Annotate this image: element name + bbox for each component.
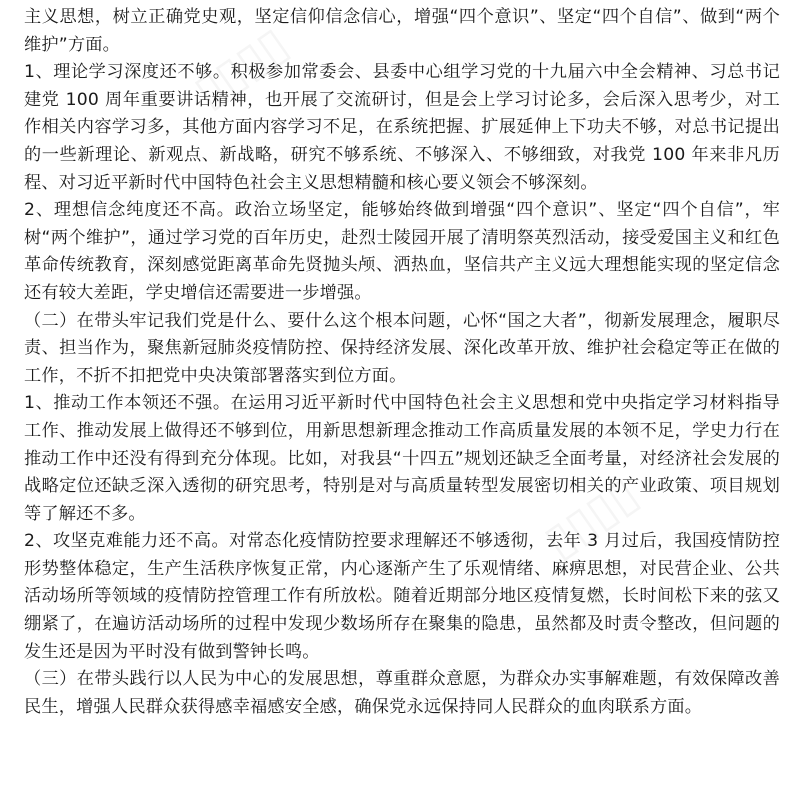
watermark: ▯▯▯▯ <box>183 15 298 119</box>
watermark: ▯▯▯▯ <box>533 465 648 569</box>
paragraph-work-ability: 1、推动工作本领还不强。在运用习近平新时代中国特色社会主义思想和党中央指定学习材料指导工作、推动发展上做得还不够到位，用新思想新理念推动工作高质量发展的本领不足，学史力行在推动工作中还没有得到充分体现。比如，对我县“十四五”规划还缺乏全面考量，对经济社会发展的战略定位还缺乏深入透彻的研究思考，特别是对与高质量转型发展密切相关的产业政策、项目规划等了解还不多。 <box>24 393 780 524</box>
paragraph-ideals-belief: 2、理想信念纯度还不高。政治立场坚定，能够始终做到增强“四个意识”、坚定“四个自信”，牢树“两个维护”，通过学习党的百年历史，赴烈士陵园开展了清明祭英烈活动，接受爱国主义和红色革命传统教育，深刻感觉距离革命先贤抛头颅、洒热血，坚信共产主义远大理想能实现的坚定信念还有较大差距，学史增信还需要进一步增强。 <box>24 200 780 303</box>
paragraph-theory-study: 1、理论学习深度还不够。积极参加常委会、县委中心组学习党的十九届六中全会精神、习总书记建党 100 周年重要讲话精神，也开展了交流研讨，但是会上学习讨论多，会后深入思考少，对工作相关内容学习多，其他方面内容学习不足，在系统把握、扩展延伸上下功夫不够，对总书记提出的一些新理论、新观点、新战略，研究不够系统、不够深入、不够细致，对我党 100 年来非凡历程、对习近平新时代中国特色社会主义思想精髓和核心要义领会不够深刻。 <box>24 62 780 193</box>
paragraph-overcoming-difficulties: 2、攻坚克难能力还不高。对常态化疫情防控要求理解还不够透彻，去年 3 月过后，我国疫情防控形势整体稳定，生产生活秩序恢复正常，内心逐渐产生了乐观情绪、麻痹思想，对民营企业、公共活动场所等领域的疫情防控管理工作有所放松。随着近期部分地区疫情复燃，长时间松下来的弦又绷紧了，在遍访活动场所的过程中发现少数场所存在聚集的隐患，虽然都及时责令整改，但问题的发生还是因为平时没有做到警钟长鸣。 <box>24 531 780 662</box>
section-heading-two: （二）在带头牢记我们党是什么、要什么这个根本问题，心怀“国之大者”，彻新发展理念，履职尽责、担当作为，聚焦新冠肺炎疫情防控、保持经济发展、深化改革开放、维护社会稳定等正在做的工作，不折不扣把党中央决策部署落实到位方面。 <box>24 310 780 386</box>
paragraph-intro-continuation: 主义思想，树立正确党史观，坚定信仰信念信心，增强“四个意识”、坚定“四个自信”、做到“两个维护”方面。 <box>24 7 780 55</box>
section-heading-three: （三）在带头践行以人民为中心的发展思想，尊重群众意愿，为群众办实事解难题，有效保障改善民生，增强人民群众获得感幸福感安全感，确保党永远保持同人民群众的血肉联系方面。 <box>24 669 780 717</box>
